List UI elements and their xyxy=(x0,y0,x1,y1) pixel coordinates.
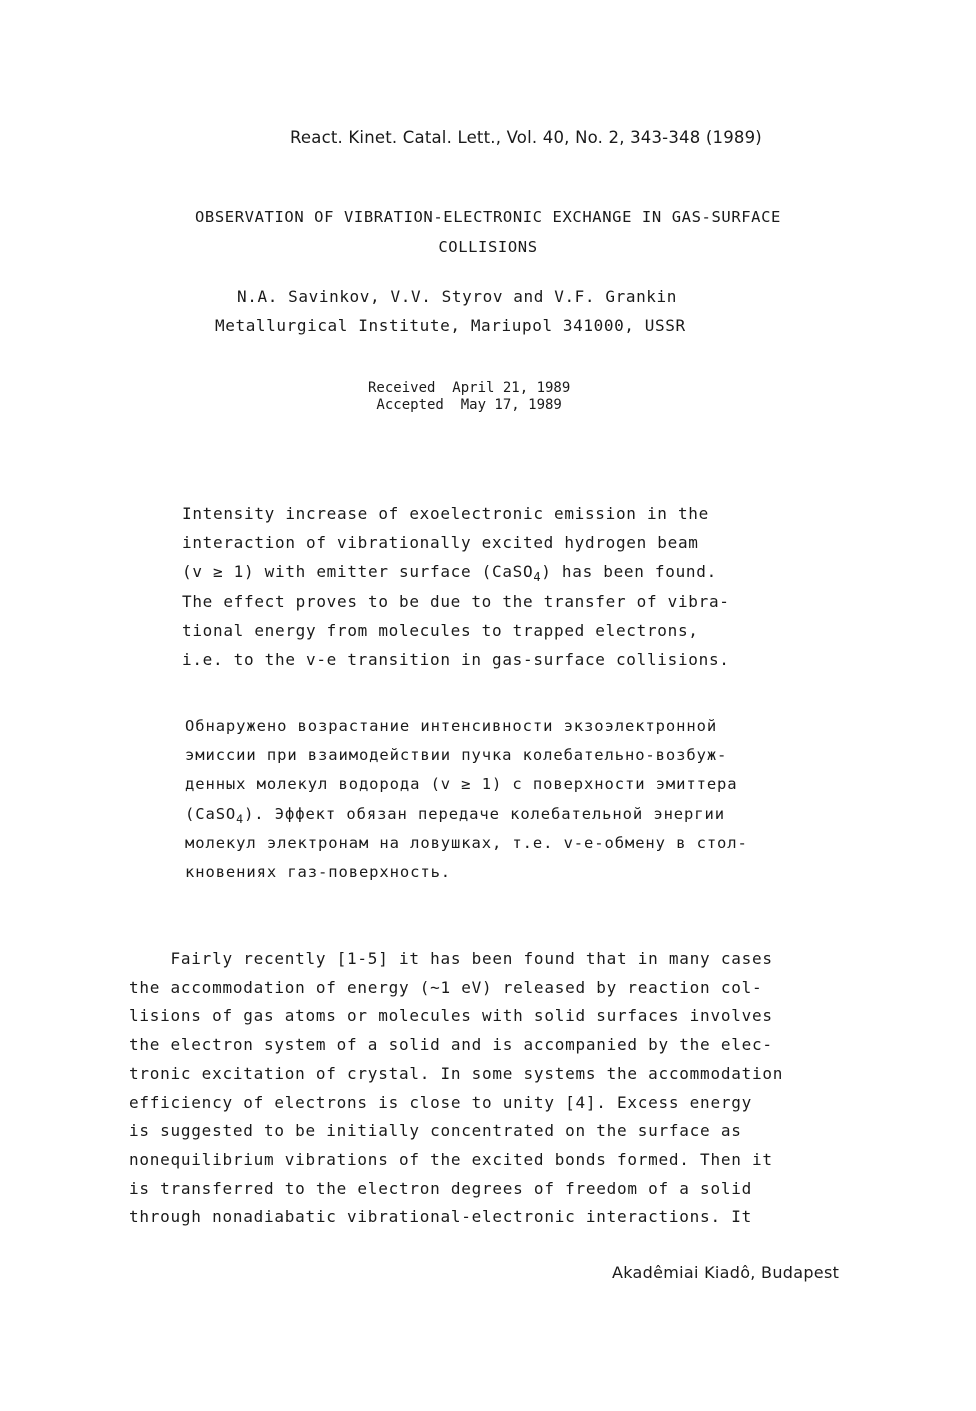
body-line: the electron system of a solid and is accompanied by the elec- xyxy=(129,1035,773,1055)
abstract-ru-text: (CaSO xyxy=(185,804,237,823)
subscript: 4 xyxy=(533,570,542,585)
body-line: Fairly recently [1-5] it has been found that in many cases xyxy=(129,949,773,968)
publisher-footer: Akadêmiai Kiadô, Budapest xyxy=(612,1263,840,1282)
paper-title-line-2: COLLISIONS xyxy=(438,238,538,256)
abstract-ru-line: Обнаружено возрастание интенсивности экзоэлектронной xyxy=(185,717,718,735)
abstract-en-line: i.e. to the v-e transition in gas-surface collisions. xyxy=(182,650,730,670)
paper-title-line-1: OBSERVATION OF VIBRATION-ELECTRONIC EXCHANGE IN GAS-SURFACE xyxy=(195,208,781,226)
author-list: N.A. Savinkov, V.V. Styrov and V.F. Grankin xyxy=(237,287,678,306)
abstract-ru-line xyxy=(185,800,748,829)
abstract-en-line: Intensity increase of exoelectronic emission in the xyxy=(182,504,709,523)
abstract-en-line: interaction of vibrationally excited hydrogen beam xyxy=(182,533,699,553)
abstract-ru-line: молекул электронам на ловушках, т.е. v-e-обмену в стол- xyxy=(185,833,748,852)
body-line: lisions of gas atoms or molecules with solid surfaces involves xyxy=(129,1006,773,1026)
affiliation: Metallurgical Institute, Mariupol 341000, USSR xyxy=(215,316,686,335)
abstract-ru-line: денных молекул водорода (v ≥ 1) с поверхности эмиттера xyxy=(185,775,738,794)
abstract-ru-text: ). Эффект обязан передаче колебательной энергии xyxy=(244,804,725,823)
body-line: is transferred to the electron degrees of freedom of a solid xyxy=(129,1178,752,1198)
abstract-ru-line: кновениях газ-поверхность. xyxy=(185,863,452,882)
abstract-russian xyxy=(185,712,748,887)
abstract-en-text: (v ≥ 1) with emitter surface (CaSO xyxy=(182,562,534,582)
body-line: tronic excitation of crystal. In some systems the accommodation xyxy=(129,1063,784,1083)
received-date: Received April 21, 1989 xyxy=(368,380,571,396)
subscript: 4 xyxy=(236,811,245,826)
abstract-en-line xyxy=(182,557,730,586)
body-line: the accommodation of energy (~1 eV) released by reaction col- xyxy=(129,977,763,997)
body-line: efficiency of electrons is close to unity [4]. Excess energy xyxy=(129,1092,752,1112)
journal-citation: React. Kinet. Catal. Lett., Vol. 40, No. 2, 343-348 (1989) xyxy=(290,128,762,147)
body-paragraph xyxy=(129,945,783,1232)
abstract-ru-line: эмиссии при взаимодействии пучка колебательно-возбуж- xyxy=(185,746,728,765)
body-line: nonequilibrium vibrations of the excited bonds formed. Then it xyxy=(129,1149,773,1169)
body-line: through nonadiabatic vibrational-electronic interactions. It xyxy=(129,1207,752,1227)
accepted-date: Accepted May 17, 1989 xyxy=(368,397,562,413)
abstract-en-text: ) has been found. xyxy=(541,562,717,582)
abstract-en-line: tional energy from molecules to trapped electrons, xyxy=(182,620,699,640)
submission-dates xyxy=(368,380,570,414)
body-line: is suggested to be initially concentrated on the surface as xyxy=(129,1121,742,1141)
abstract-english xyxy=(182,499,730,674)
abstract-en-line: The effect proves to be due to the transfer of vibra- xyxy=(182,591,730,611)
